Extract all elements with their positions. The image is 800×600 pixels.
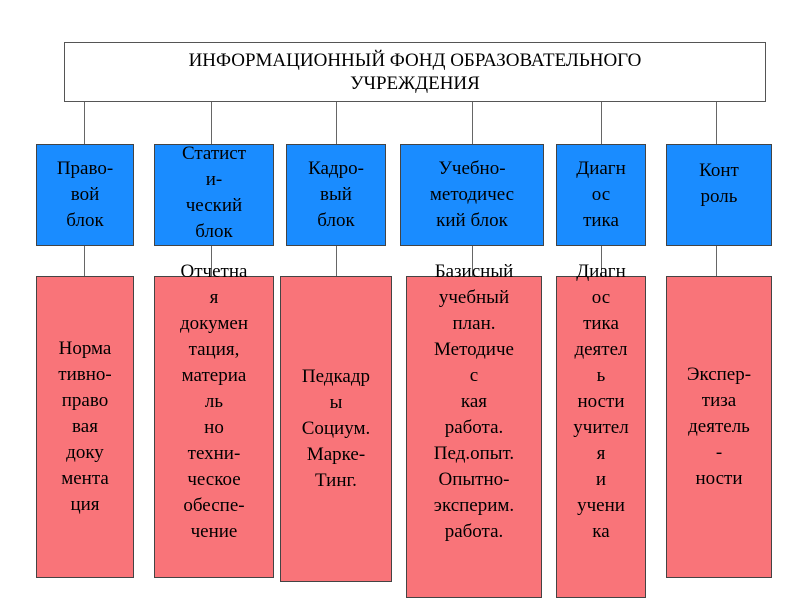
diagnostics-block-label: Диагн ос тика [576, 158, 626, 231]
connector-1-mid [84, 246, 85, 276]
personnel-block-detail-text: Педкадр ы Социум. Марке- Тинг. [301, 366, 371, 491]
control-block-detail [666, 276, 772, 578]
diagnostics-block-detail [556, 261, 646, 598]
personnel-block-label: Кадро- вый блок [308, 158, 364, 231]
statistical-block-detail-text: Отчетна я докумен тация, материа ль но техни- ческое обеспе- чение [179, 261, 248, 542]
connector-5-top [601, 102, 602, 144]
personnel-block-head [286, 144, 386, 246]
connector-6-mid [716, 246, 717, 276]
statistical-block-label: Статист и- ческий блок [181, 143, 247, 242]
connector-6-top [716, 102, 717, 144]
connector-3-top [336, 102, 337, 144]
connector-1-top [84, 102, 85, 144]
connector-3-mid [336, 246, 337, 276]
methodical-block-label: Учебно- методичес кий блок [429, 158, 515, 231]
methodical-block-detail-text: Базисный учебный план. Методиче с кая работа. Пед.опыт. Опытно- эксперим. работа. [433, 261, 515, 542]
legal-block-head [36, 144, 134, 246]
legal-block-detail [36, 276, 134, 578]
control-block-detail-text: Экспер- тиза деятель - ности [686, 364, 752, 489]
fund-title-box [64, 42, 766, 102]
fund-title: ИНФОРМАЦИОННЫЙ ФОНД ОБРАЗОВАТЕЛЬНОГО УЧРЕЖДЕНИЯ [188, 50, 642, 94]
methodical-block-detail [406, 261, 542, 598]
connector-4-top [472, 102, 473, 144]
diagnostics-block-head [556, 144, 646, 246]
legal-block-label: Право- вой блок [56, 158, 114, 231]
legal-block-detail-text: Норма тивно- право вая доку мента ция [58, 338, 112, 515]
statistical-block-detail [154, 261, 274, 578]
control-block-label: Конт роль [699, 160, 739, 207]
control-block-head [666, 144, 772, 246]
statistical-block-head [154, 144, 274, 246]
connector-2-top [211, 102, 212, 144]
methodical-block-head [400, 144, 544, 246]
diagnostics-block-detail-text: Диагн ос тика деятел ь ности учител я и учени ка [573, 261, 629, 542]
personnel-block-detail [280, 276, 392, 582]
